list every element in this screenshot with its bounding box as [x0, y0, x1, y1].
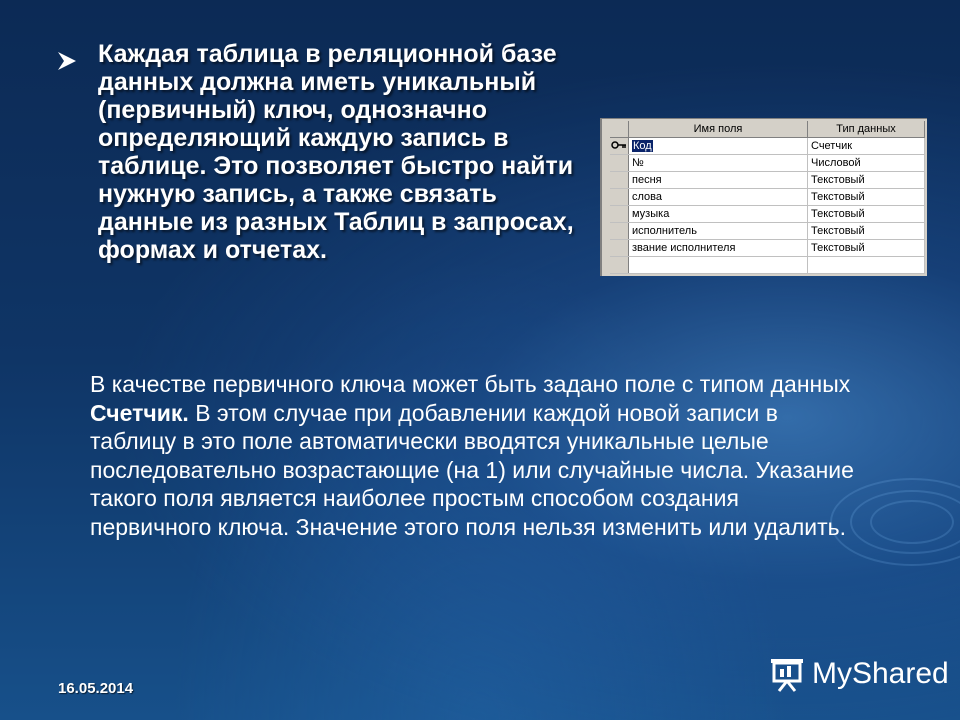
row-selector — [610, 223, 629, 240]
ripple-decoration — [870, 500, 954, 544]
bullet-text: Каждая таблица в реляционной базе данных должна иметь уникальный (первичный) ключ, однозначно определяющий каждую запись в таблице. Это позволяет быстро найти нужную запись, а также связать данные из разных Таблиц в запросах, формах и отчетах. — [98, 40, 574, 264]
selected-field-name: Код — [633, 140, 652, 152]
data-type-cell[interactable] — [808, 257, 925, 274]
data-type-cell[interactable]: Текстовый — [808, 240, 925, 257]
data-type-cell[interactable]: Текстовый — [808, 206, 925, 223]
data-type-cell[interactable]: Счетчик — [808, 138, 925, 155]
field-type-table — [610, 121, 925, 274]
table-row — [610, 223, 925, 240]
body-paragraph — [90, 370, 860, 541]
field-name-cell[interactable] — [629, 257, 808, 274]
row-selector — [610, 257, 629, 274]
watermark-logo — [768, 654, 949, 694]
primary-key-icon — [611, 139, 627, 151]
row-selector — [610, 155, 629, 172]
row-selector — [610, 240, 629, 257]
ripple-decoration — [850, 490, 960, 554]
table-header-row — [610, 121, 925, 138]
slide-date: 16.05.2014 — [58, 680, 134, 697]
field-name-cell[interactable] — [629, 138, 808, 155]
field-name-cell[interactable]: звание исполнителя — [629, 240, 808, 257]
table-design-screenshot — [600, 118, 927, 276]
paragraph-bold-term: Счетчик. — [90, 399, 189, 426]
row-selector — [610, 189, 629, 206]
field-name-cell[interactable]: слова — [629, 189, 808, 206]
table-row — [610, 206, 925, 223]
data-type-cell[interactable]: Числовой — [808, 155, 925, 172]
paragraph-text-start: В качестве первичного ключа может быть задано поле с типом данных — [90, 371, 851, 397]
arrow-bullet-icon — [56, 50, 78, 72]
field-name-cell[interactable]: песня — [629, 172, 808, 189]
row-selector — [610, 172, 629, 189]
field-name-cell[interactable]: музыка — [629, 206, 808, 223]
data-type-cell[interactable]: Текстовый — [808, 223, 925, 240]
field-name-cell[interactable]: № — [629, 155, 808, 172]
column-header-data-type: Тип данных — [808, 121, 925, 138]
field-name-cell[interactable]: исполнитель — [629, 223, 808, 240]
bullet-point — [56, 40, 596, 264]
logo-text: MyShared — [812, 657, 949, 690]
presentation-icon — [768, 655, 806, 693]
table-row — [610, 155, 925, 172]
table-row — [610, 189, 925, 206]
table-row — [610, 138, 925, 155]
data-type-cell[interactable]: Текстовый — [808, 172, 925, 189]
row-selector — [610, 206, 629, 223]
row-selector — [610, 138, 629, 155]
table-row — [610, 172, 925, 189]
row-selector-header — [610, 121, 629, 138]
paragraph-text-end: В этом случае при добавлении каждой новой записи в таблицу в это поле автоматически вводятся уникальные целые последовательно возрастающие (на 1) или случайные числа. Указание такого поля является наиболее простым способом создания первичного ключа. Значение этого поля нельзя изменить или удалить. — [90, 399, 854, 540]
table-row — [610, 257, 925, 274]
column-header-field-name: Имя поля — [629, 121, 808, 138]
table-row — [610, 240, 925, 257]
data-type-cell[interactable]: Текстовый — [808, 189, 925, 206]
